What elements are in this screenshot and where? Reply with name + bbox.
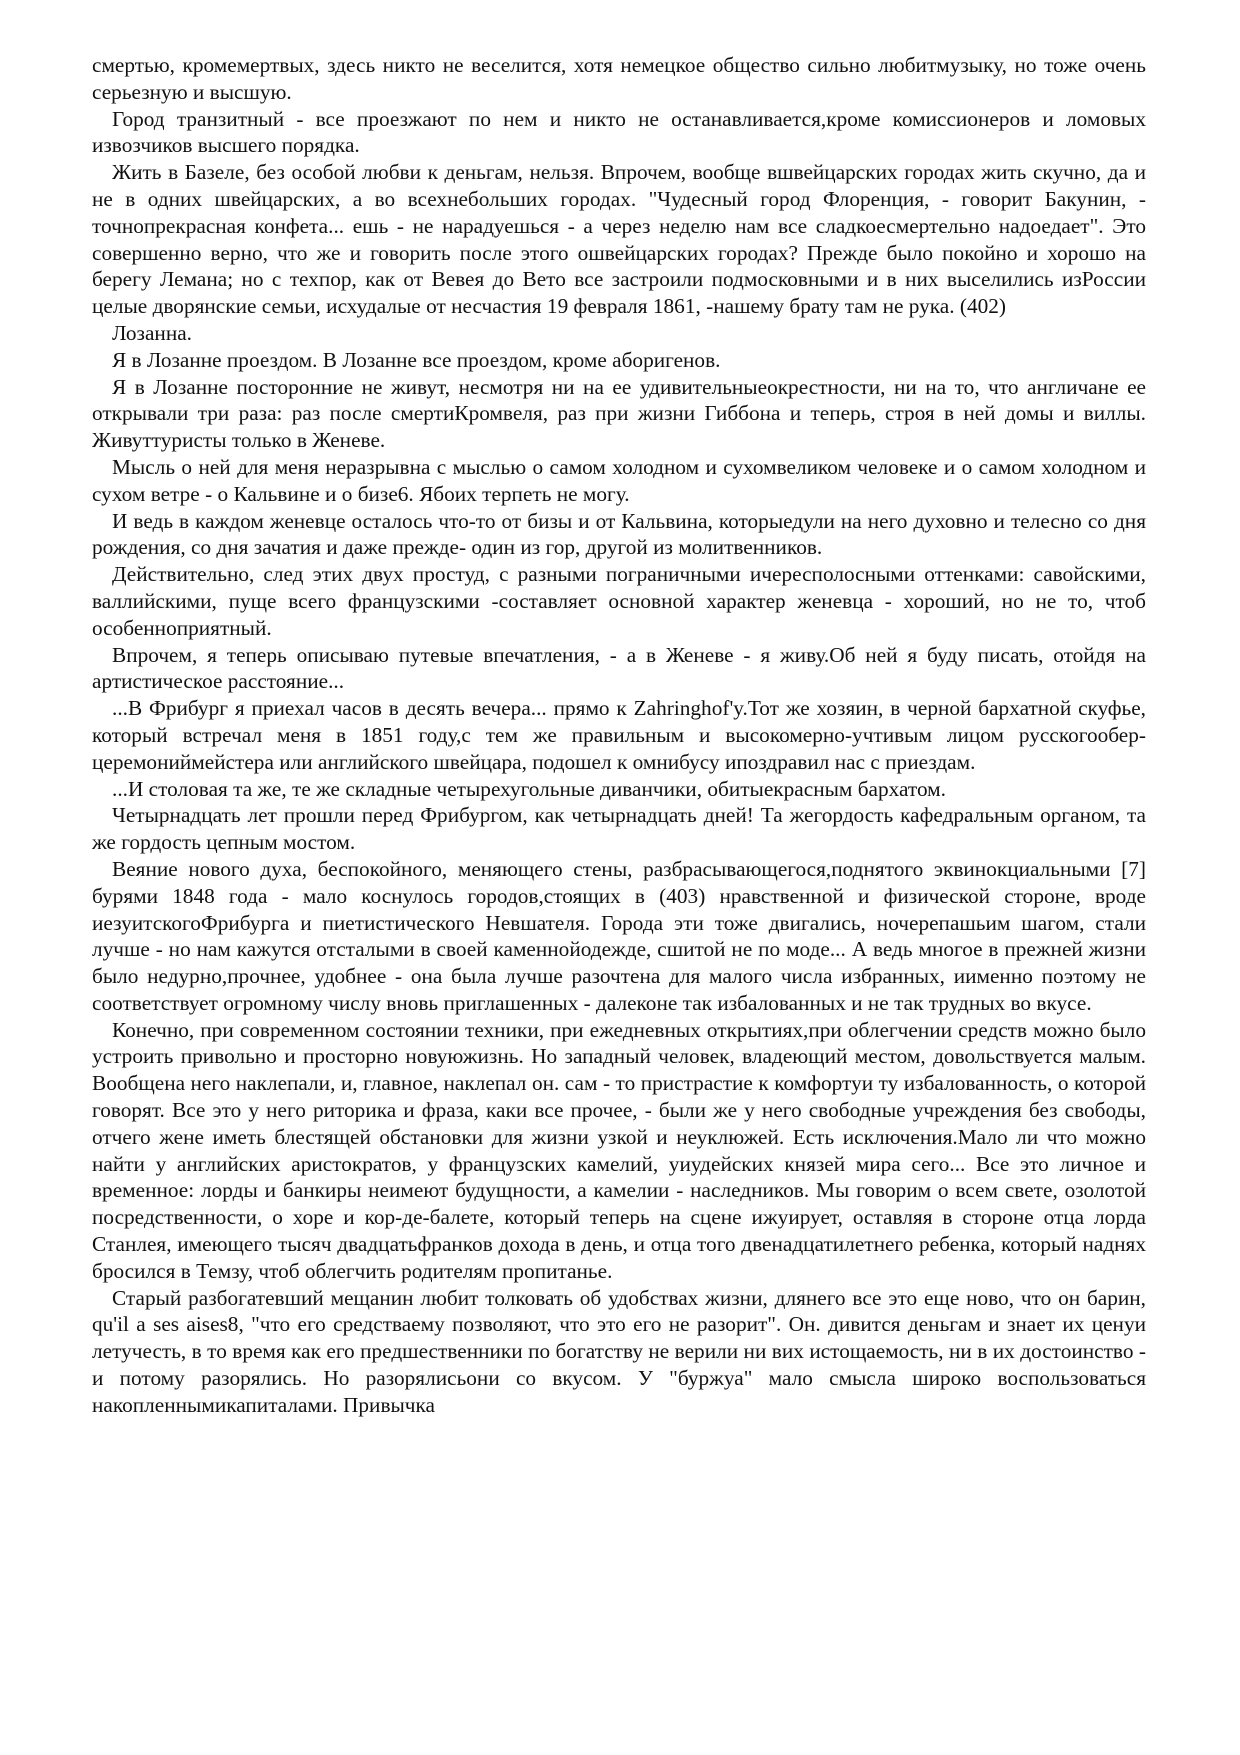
paragraph: Конечно, при современном состоянии техники, при ежедневных открытиях,при облегчении средств можно было устроить привольно и просторно новуюжизнь. Но западный человек, владеющий местом, довольствуется малым. Вообщена него наклепали, и, главное, наклепал он. сам - то пристрастие к комфортуи ту избалованность, о которой говорят. Все это у него риторика и фраза, каки все прочее, - были же у него свободные учреждения без свободы, отчего жене иметь блестящей обстановки для жизни узкой и неуклюжей. Есть исключения.Мало ли что можно найти у английских аристократов, у французских камелий, уиудейских князей мира сего... Все это личное и временное: лорды и банкиры неимеют будущности, а камелии - наследников. Мы говорим о всем свете, озолотой посредственности, о хоре и кор-де-балете, который теперь на сцене ижуирует, оставляя в стороне отца лорда Станлея, имеющего тысяч двадцатьфранков дохода в день, и отца того двенадцатилетнего ребенка, который наднях бросился в Темзу, чтоб облегчить родителям пропитанье. <box>92 1017 1146 1283</box>
paragraph: Я в Лозанне проездом. В Лозанне все проездом, кроме аборигенов. <box>112 347 721 372</box>
paragraph: И ведь в каждом женевце осталось что-то от бизы и от Кальвина, которыедули на него духовно и телесно со дня рождения, со дня зачатия и даже прежде- один из гор, другой из молитвенников. <box>92 508 1146 560</box>
paragraph: Я в Лозанне посторонние не живут, несмотря ни на ее удивительныеокрестности, ни на то, что англичане ее открывали три раза: раз после смертиКромвеля, раз при жизни Гиббона и теперь, строя в ней домы и виллы. Живуттуристы только в Женеве. <box>92 374 1146 453</box>
paragraph: ...И столовая та же, те же складные четырехугольные диванчики, обитыекрасным бархатом. <box>112 776 946 801</box>
paragraph-heading: Лозанна. <box>112 320 192 345</box>
paragraph: смертью, кромемертвых, здесь никто не веселится, хотя немецкое общество сильно любитмузыку, но тоже очень серьезную и высшую. <box>92 53 1146 104</box>
paragraph: Жить в Базеле, без особой любви к деньгам, нельзя. Впрочем, вообще вшвейцарских городах жить скучно, да и не в одних швейцарских, а во всехнебольших городах. "Чудесный город Флоренция, - говорит Бакунин, - точнопрекрасная конфета... ешь - не нарадуешься - а через неделю нам все сладкоесмертельно надоедает". Это совершенно верно, что же и говорить после этого ошвейцарских городах? Прежде было покойно и хорошо на берегу Лемана; но с техпор, как от Вевея до Вето все застроили подмосковными и в них выселились изРоссии целые дворянские семьи, исхудалые от несчастия 19 февраля 1861, -нашему брату там не рука. (402) <box>92 160 1146 319</box>
paragraph: ...В Фрибург я приехал часов в десять вечера... прямо к Zahringhof'y.Тот же хозяин, в черной бархатной скуфье, который встречал меня в 1851 году,с тем же правильным и высокомерно-учтивым лицом русскогообер-церемониймейстера или английского швейцара, подошел к омнибусу ипоздравил нас с приездам. <box>92 696 1146 774</box>
document-page <box>92 52 1146 1419</box>
paragraph: Веяние нового духа, беспокойного, меняющего стены, разбрасывающегося,поднятого эквинокциальными [7] бурями 1848 года - мало коснулось городов,стоящих в (403) нравственной и физической стороне, вроде иезуитскогоФрибурга и пиетистического Невшателя. Города эти тоже двигались, ночерепашьим шагом, стали лучше - но нам кажутся отсталыми в своей каменнойодежде, сшитой не по моде... А ведь многое в прежней жизни было недурно,прочнее, удобнее - она была лучше разочтена для малого числа избранных, иименно поэтому не соответствует огромному числу вновь приглашенных - далеконе так избалованных и не так трудных во вкусе. <box>92 856 1146 1015</box>
paragraph: Впрочем, я теперь описываю путевые впечатления, - а в Женеве - я живу.Об ней я буду писать, отойдя на артистическое расстояние... <box>92 642 1146 694</box>
paragraph: Старый разбогатевший мещанин любит толковать об удобствах жизни, длянего все это еще ново, что он барин, qu'il a ses aises8, "что его средстваему позволяют, что это его не разорит". Он. дивится деньгам и знает их ценуи летучесть, в то время как его предшественники по богатству не верили ни вих истощаемость, ни в их достоинство - и потому разорялись. Но разорялисьони со вкусом. У "буржуа" мало смысла широко воспользоваться накопленнымикапиталами. Привычка <box>92 1285 1146 1417</box>
paragraph: Город транзитный - все проезжают по нем и никто не останавливается,кроме комиссионеров и ломовых извозчиков высшего порядка. <box>92 106 1146 158</box>
paragraph: Четырнадцать лет прошли перед Фрибургом, как четырнадцать дней! Та жегордость кафедральным органом, та же гордость цепным мостом. <box>92 803 1146 855</box>
paragraph: Действительно, след этих двух простуд, с разными пограничными ичересполосными оттенками: савойскими, валлийскими, пуще всего французскими -составляет основной характер женевца - хороший, но не то, чтоб особенноприятный. <box>92 562 1146 640</box>
paragraph: Мысль о ней для меня неразрывна с мыслью о самом холодном и сухомвеликом человеке и о самом холодном и сухом ветре - о Кальвине и о бизе6. Ябоих терпеть не могу. <box>92 454 1146 506</box>
